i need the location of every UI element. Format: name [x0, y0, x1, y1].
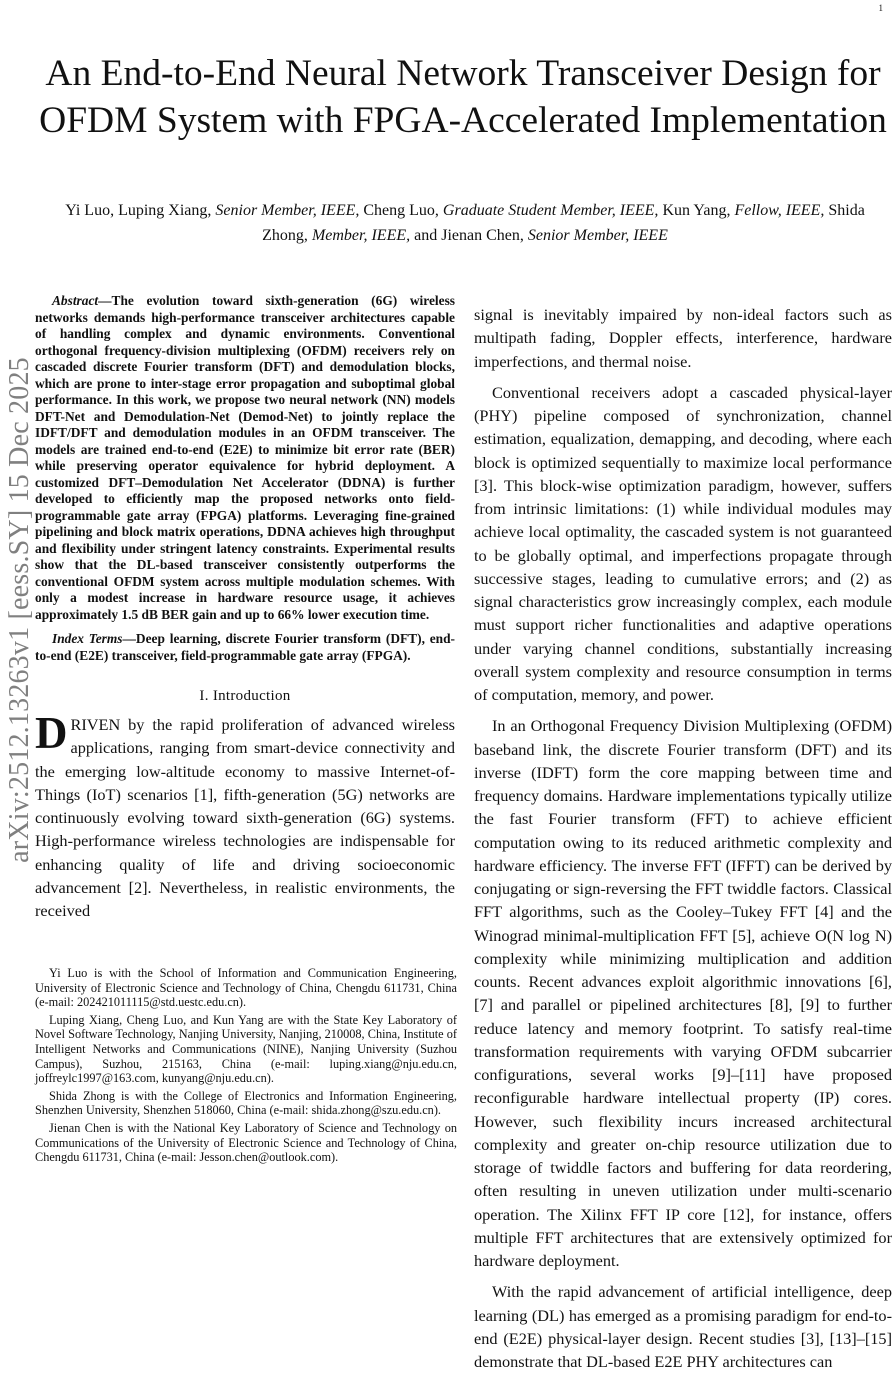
index-terms-text: —Deep learning, discrete Fourier transform (DFT), end-to-end (E2E) transceiver, field-programmable gate array (FPGA).: [35, 631, 456, 663]
author-name: Cheng Luo,: [363, 202, 439, 219]
paragraph: In an Orthogonal Frequency Division Multiplexing (OFDM) baseband link, the discrete Fourier transform (DFT) and its inverse (IDFT) form the core mapping between time and frequency domains. Hardware implementations typically utilize the fast Fourier transform (FFT) to achieve efficient computation owing to its reduced arithmetic complexity and hardware efficiency. The inverse FFT (IFFT) can be derived by conjugating or sign-reversing the FFT twiddle factors. Classical FFT algorithms, such as the Cooley–Tukey FFT [4] and the Winograd minimal-multiplication FFT [5], achieve O(N log N) complexity while minimizing multiplication and addition counts. Recent advances exploit algorithmic innovations [6], [7] and parallel or pipelined architectures [8], [9] to further reduce latency and memory footprint. To satisfy real-time transformation requirements with varying OFDM subcarrier configurations, several works [9]–[11] have proposed reconfigurable hardware intellectual property (IP) cores. However, such flexibility incurs increased architectural complexity and greater on-chip resource utilization due to storage of twiddle factors and buffering for data reordering, often resulting in uneven utilization under multi-scenario operation. The Xilinx FFT IP core [12], for instance, offers multiple FFT architectures that are extensively optimized for hardware deployment.: [474, 716, 892, 1270]
author-role: Fellow, IEEE,: [734, 202, 825, 219]
author-name: Shida Zhong,: [262, 202, 865, 244]
index-terms-label: Index Terms: [52, 631, 123, 646]
index-terms: [35, 631, 455, 664]
paper-title: An End-to-End Neural Network Transceiver Design for OFDM System with FPGA-Accelerated Implementation: [39, 53, 887, 141]
footnote: Shida Zhong is with the College of Electronics and Information Engineering, Shenzhen University, Shenzhen 518060, China (e-mail: shida.zhong@szu.edu.cn).: [35, 1088, 457, 1118]
arxiv-watermark: [2, 340, 38, 880]
left-column: [35, 293, 455, 922]
footnotes: [35, 966, 457, 1168]
author-name: Luping Xiang,: [118, 202, 212, 219]
author-role: Senior Member, IEEE: [527, 227, 668, 244]
author-role: Member, IEEE,: [311, 227, 411, 244]
abstract-label: Abstract: [52, 293, 99, 308]
arxiv-id: arXiv:2512.13263v1 [eess.SY] 15 Dec 2025: [4, 357, 35, 863]
author-name: Yi Luo,: [65, 202, 115, 219]
author-role: Graduate Student Member, IEEE,: [442, 202, 659, 219]
paragraph: With the rapid advancement of artificial intelligence, deep learning (DL) has emerged as a promising paradigm for end-to-end (E2E) physical-layer design. Recent studies [3], [13]–[15] demonstrate that DL-based E2E PHY architectures can: [474, 1282, 892, 1371]
footnote: Jienan Chen is with the National Key Laboratory of Science and Technology on Communications of the University of Electronic Science and Technology of China, Chengdu 611731, China (e-mail: Jesson.chen@outlook.com).: [35, 1120, 457, 1165]
page-number: 1: [878, 3, 883, 13]
drop-cap: D: [35, 708, 68, 758]
author-name: and Jienan Chen,: [414, 227, 524, 244]
abstract-text: —The evolution toward sixth-generation (6G) wireless networks demands high-performance transceiver architectures capable of handling complex and dynamic environments. Conventional orthogonal frequency-division multiplexing (OFDM) receivers rely on cascaded discrete Fourier transform (DFT) and demodulation blocks, which are prone to inter-stage error propagation and suboptimal global performance. In this work, we propose two neural network (NN) models DFT-Net and Demodulation-Net (Demod-Net) to jointly replace the IDFT/DFT and demodulation modules in an OFDM transceiver. The models are trained end-to-end (E2E) to minimize bit error rate (BER) while preserving operator equivalence for hybrid deployment. A customized DFT–Demodulation Net Accelerator (DDNA) is further developed to efficiently map the proposed networks onto field-programmable gate array (FPGA) platforms. Leveraging fine-grained pipelining and block matrix operations, DDNA achieves high throughput and flexibility under stringent latency constraints. Experimental results show that the DL-based transceiver consistently outperforms the conventional OFDM system across multiple modulation schemes. With only a modest increase in hardware resource usage, it achieves approximately 1.5 dB BER gain and up to 66% lower execution time.: [35, 293, 455, 622]
footnote: Luping Xiang, Cheng Luo, and Kun Yang are with the State Key Laboratory of Novel Software Technology, Nanjing University, Nanjing, 210008, China, Institute of Intelligent Networks and Communications (NINE), Nanjing University (Suzhou Campus), Suzhou, 215163, China (e-mail: luping.xiang@nju.edu.cn, joffreylc1997@163.com, kunyang@nju.edu.cn).: [35, 1012, 457, 1086]
author-name: Kun Yang,: [662, 202, 731, 219]
abstract: [35, 293, 455, 623]
author-role: Senior Member, IEEE,: [215, 202, 360, 219]
intro-text: RIVEN by the rapid proliferation of advanced wireless applications, ranging from smart-device connectivity and the emerging low-altitude economy to massive Internet-of-Things (IoT) scenarios [1], fifth-generation (5G) networks are continuously evolving toward sixth-generation (6G) systems. High-performance wireless technologies are indispensable for enhancing quality of life and driving socioeconomic advancement [2]. Nevertheless, in realistic environments, the received: [35, 715, 455, 920]
paragraph: Conventional receivers adopt a cascaded physical-layer (PHY) pipeline composed of synchronization, channel estimation, equalization, demapping, and decoding, where each block is optimized sequentially to maximize local performance [3]. This block-wise optimization paradigm, however, suffers from intrinsic limitations: (1) while individual modules may achieve local optimality, the cascaded system is not guaranteed to be globally optimal, and imperfections propagate through successive stages, leading to cumulative errors; and (2) as signal characteristics grow increasingly complex, each module must support richer functionalities and adaptive operations under varying channel conditions, substantially increasing overall system complexity and resource consumption in terms of computation, memory, and power.: [474, 382, 892, 704]
section-heading: I. Introduction: [199, 688, 291, 704]
author-list: [60, 198, 870, 248]
intro-paragraph: [35, 708, 455, 922]
right-column: [474, 303, 892, 1381]
footnote: Yi Luo is with the School of Information and Communication Engineering, University of Electronic Science and Technology of China, Chengdu 611731, China (e-mail: 202421011115@std.uestc.edu.cn).: [35, 966, 457, 1010]
paragraph: signal is inevitably impaired by non-ideal factors such as multipath fading, Doppler effects, interference, hardware imperfections, and thermal noise.: [474, 305, 892, 371]
